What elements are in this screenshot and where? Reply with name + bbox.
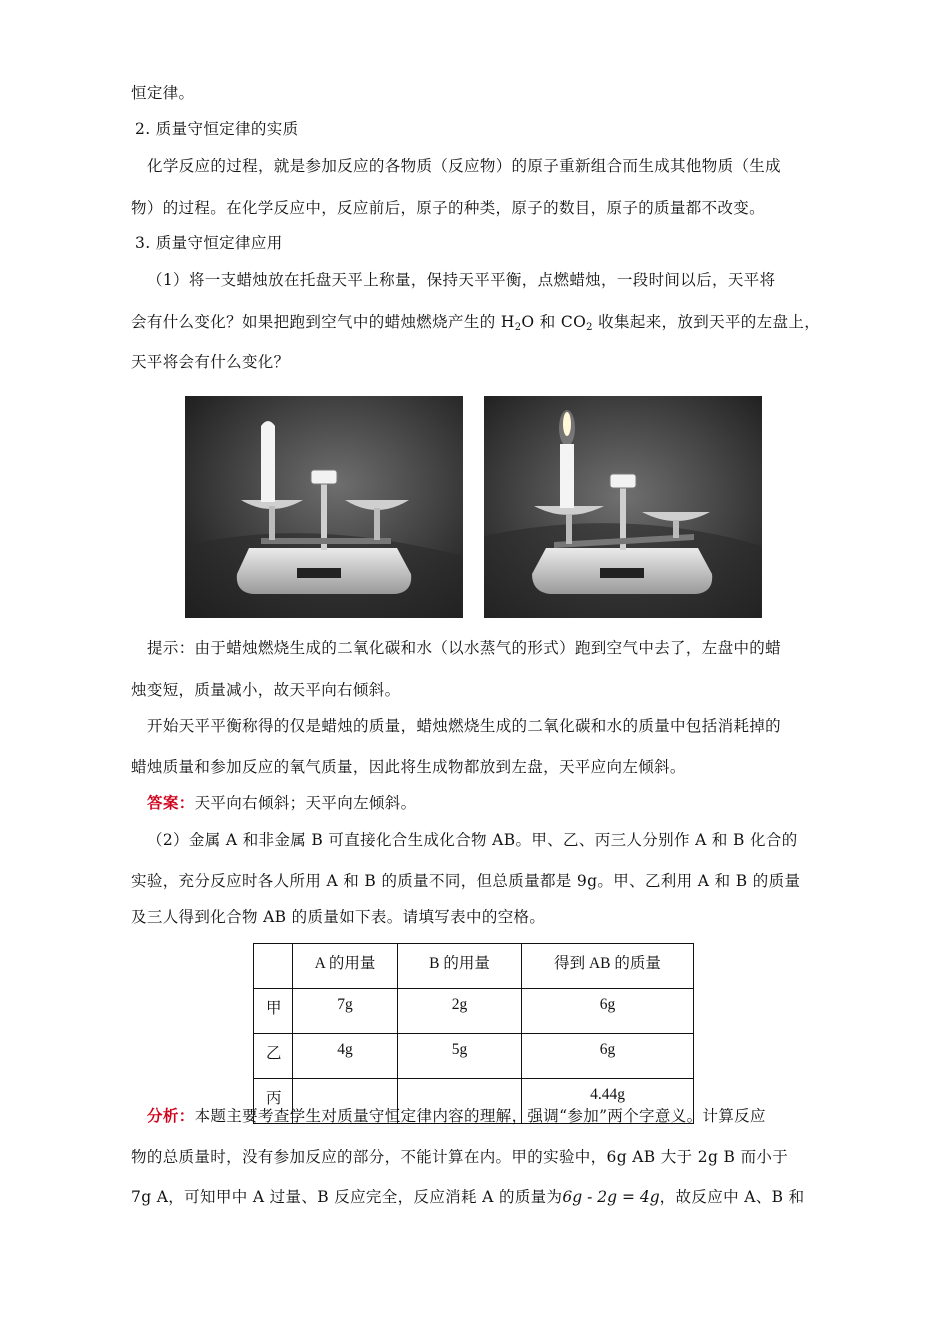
table-cell: 4.44g — [522, 1079, 694, 1124]
mass-table — [253, 943, 694, 1124]
answer-line: 答案：天平向右倾斜；天平向左倾斜。 — [147, 793, 417, 812]
table-header-cell: B 的用量 — [398, 944, 522, 989]
question2-line1: （2）金属 A 和非金属 B 可直接化合生成化合物 AB。甲、乙、丙三人分别作 A 和 B 化合的 — [147, 831, 798, 849]
table-cell: 6g — [522, 989, 694, 1034]
question2-line3: 及三人得到化合物 AB 的质量如下表。请填写表中的空格。 — [131, 908, 546, 926]
analysis-line3: 7g A，可知甲中 A 过量、B 反应完全，反应消耗 A 的质量为6g - 2g = 4g，故反应中 A、B 和 — [131, 1188, 805, 1206]
table-row-label: 甲 — [254, 989, 293, 1034]
paragraph-essence-line2: 物）的过程。在化学反应中，反应前后，原子的种类，原子的数目，原子的质量都不改变。 — [131, 199, 766, 217]
question1-line3: 天平将会有什么变化？ — [131, 353, 290, 371]
table-cell: 4g — [293, 1034, 398, 1079]
hint-line1: 提示：由于蜡烛燃烧生成的二氧化碳和水（以水蒸气的形式）跑到空气中去了，左盘中的蜡 — [147, 639, 782, 657]
photo-balance-unlit-candle — [185, 396, 463, 618]
paragraph-essence-line1: 化学反应的过程，就是参加反应的各物质（反应物）的原子重新组合而生成其他物质（生成 — [147, 157, 782, 175]
section-heading-2: 2. 质量守恒定律的实质 — [135, 120, 299, 138]
table-cell: 2g — [398, 989, 522, 1034]
table-header-row — [254, 944, 694, 989]
math-expression: 6g - 2g = 4g — [562, 1188, 660, 1206]
table-cell: 5g — [398, 1034, 522, 1079]
explanation-line1: 开始天平平衡称得的仅是蜡烛的质量，蜡烛燃烧生成的二氧化碳和水的质量中包括消耗掉的 — [147, 717, 782, 735]
analysis-label: 分析： — [147, 1106, 195, 1125]
photo-balance-lit-candle — [484, 396, 762, 618]
analysis-line2: 物的总质量时，没有参加反应的部分，不能计算在内。甲的实验中，6g AB 大于 2g B 而小于 — [131, 1148, 789, 1166]
table-header-cell: 得到 AB 的质量 — [522, 944, 694, 989]
table-header-cell — [254, 944, 293, 989]
section-heading-3: 3. 质量守恒定律应用 — [135, 234, 283, 252]
hint-line2: 烛变短，质量减小，故天平向右倾斜。 — [131, 681, 401, 699]
answer-label: 答案： — [147, 793, 195, 812]
table-row — [254, 1034, 694, 1079]
analysis-line1: 分析：本题主要考查学生对质量守恒定律内容的理解，强调“参加”两个字意义。计算反应 — [147, 1106, 766, 1125]
paragraph-continuation: 恒定律。 — [131, 84, 195, 102]
question1-line2: 会有什么变化？如果把跑到空气中的蜡烛燃烧产生的 $H_2O$ 和 $CO_2$ 收集起来，放到天平的左盘上， — [131, 313, 821, 333]
table-row-label: 乙 — [254, 1034, 293, 1079]
explanation-line2: 蜡烛质量和参加反应的氧气质量，因此将生成物都放到左盘，天平应向左倾斜。 — [131, 758, 686, 776]
table-row-label: 丙 — [254, 1079, 293, 1124]
question2-line2: 实验，充分反应时各人所用 A 和 B 的质量不同，但总质量都是 9g。甲、乙利用 A 和 B 的质量 — [131, 872, 801, 890]
table-cell: 6g — [522, 1034, 694, 1079]
table-row — [254, 989, 694, 1034]
table-cell: 7g — [293, 989, 398, 1034]
table-header-cell: A 的用量 — [293, 944, 398, 989]
question1-line1: （1）将一支蜡烛放在托盘天平上称量，保持天平平衡，点燃蜡烛，一段时间以后，天平将 — [147, 271, 776, 289]
